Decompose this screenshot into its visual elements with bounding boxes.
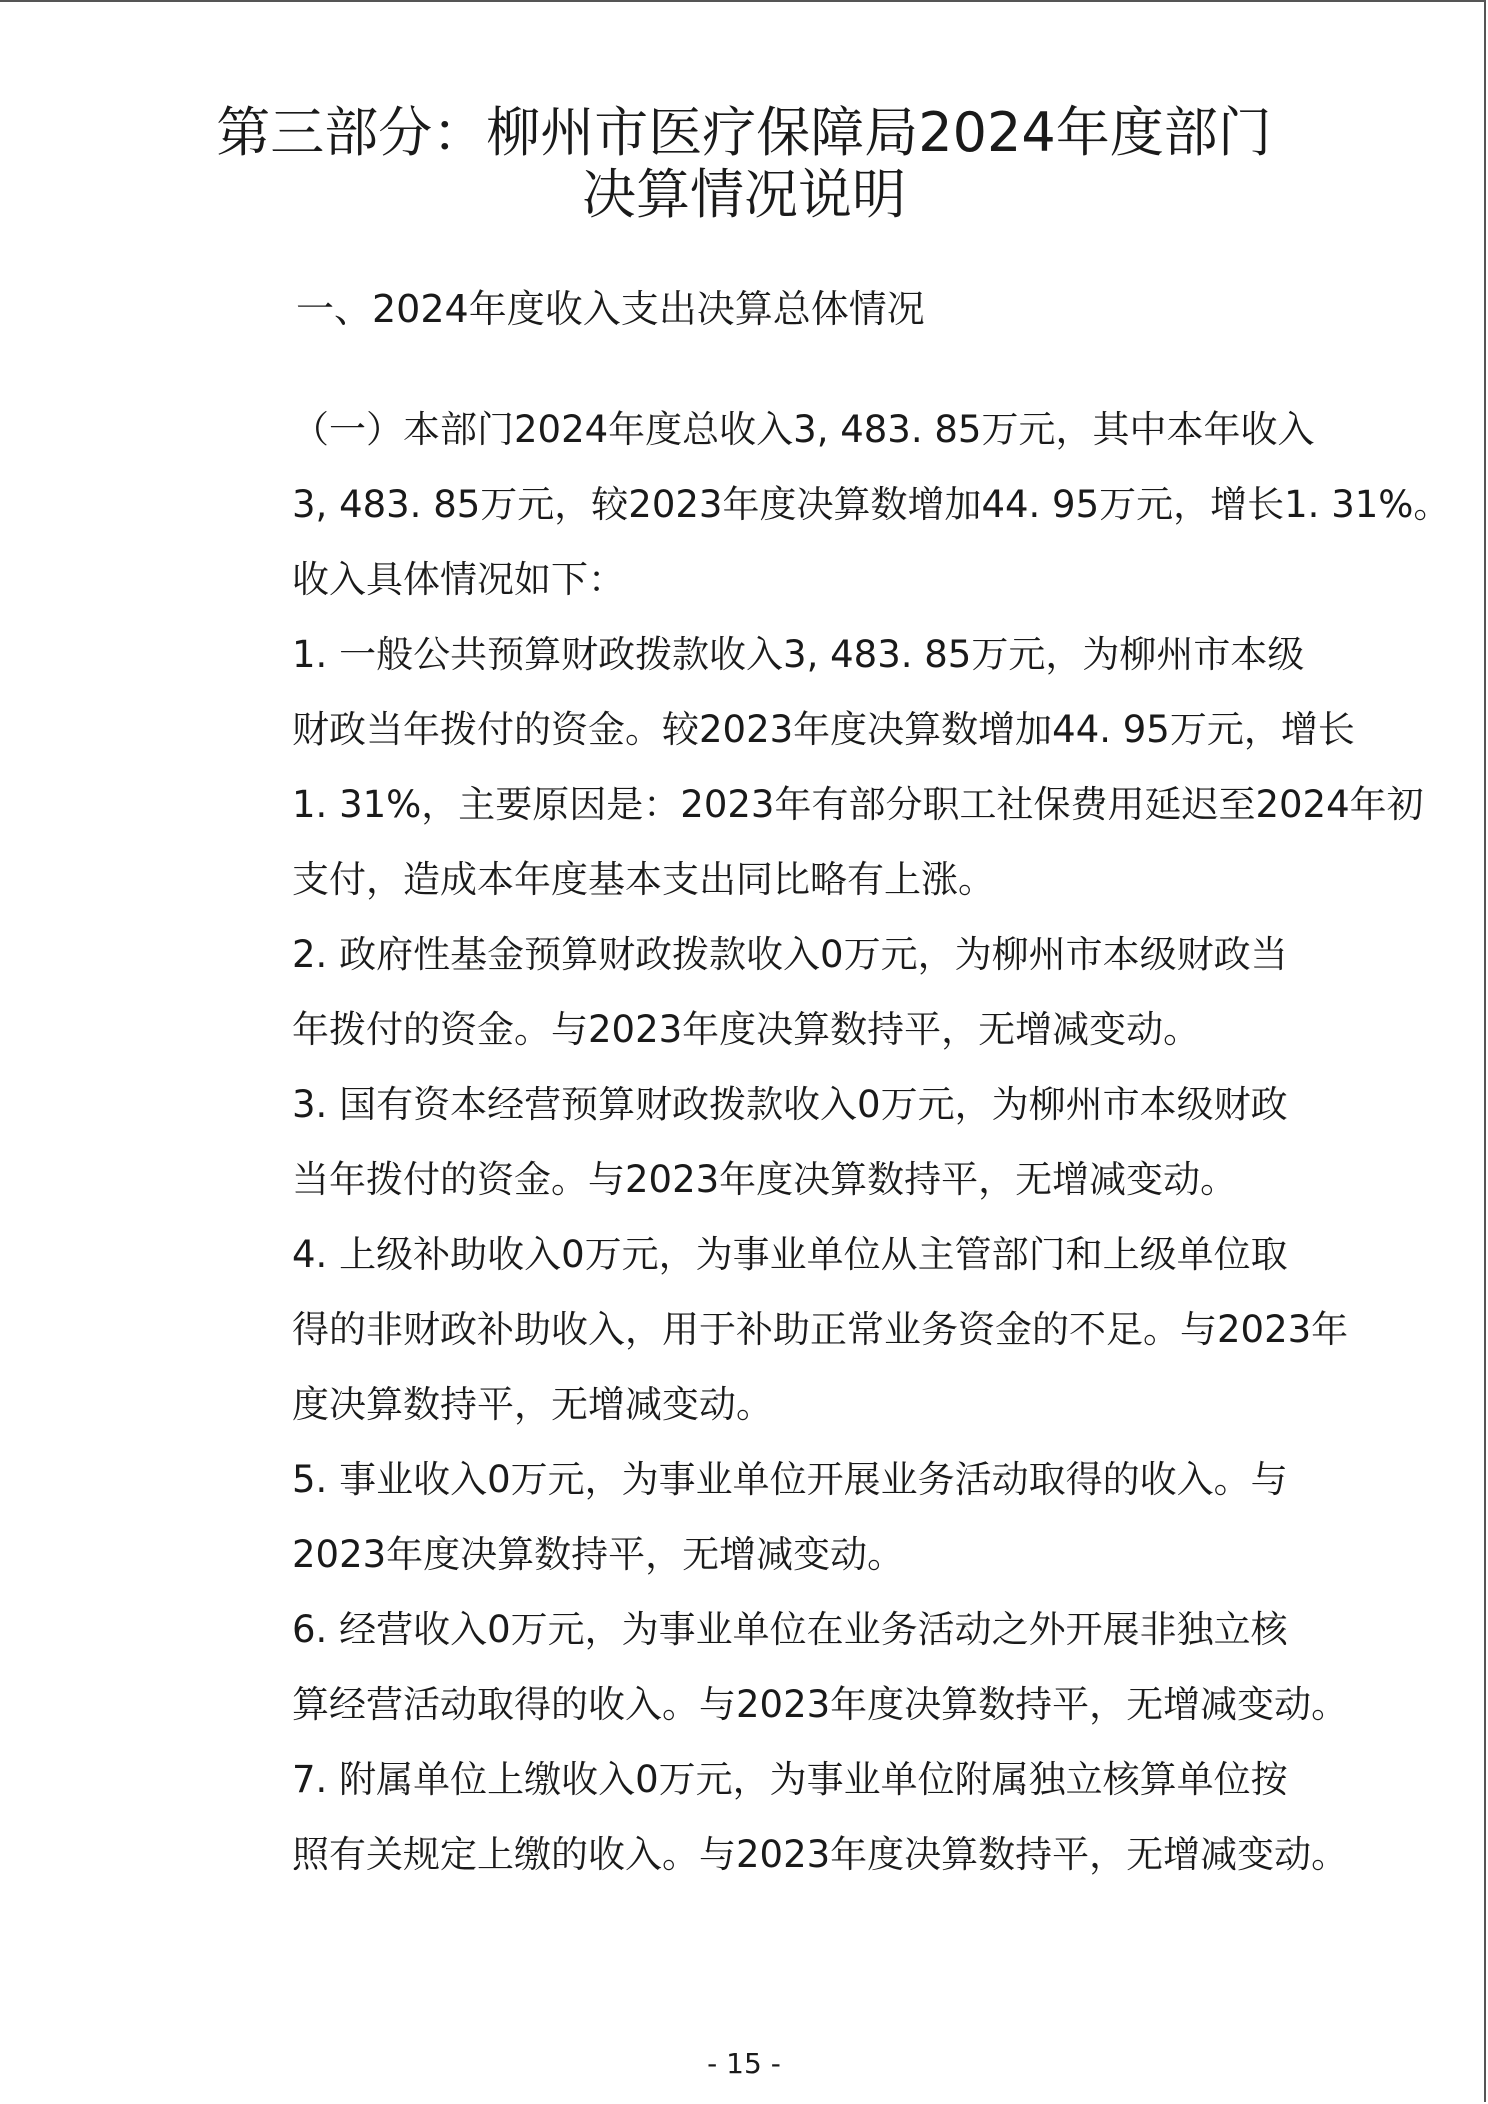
text-line: 支付，造成本年度基本支出同比略有上涨。 [292, 858, 995, 901]
page-title-line-2: 决算情况说明 [582, 163, 906, 226]
text-line: 2. 政府性基金预算财政拨款收入0万元，为柳州市本级财政当 [292, 933, 1288, 976]
text-line: 4. 上级补助收入0万元，为事业单位从主管部门和上级单位取 [292, 1233, 1288, 1276]
text-line: 收入具体情况如下： [292, 558, 625, 601]
text-line: 6. 经营收入0万元，为事业单位在业务活动之外开展非独立核 [292, 1608, 1288, 1651]
text-line: 7. 附属单位上缴收入0万元，为事业单位附属独立核算单位按 [292, 1758, 1288, 1801]
text-line: 1. 31%，主要原因是：2023年有部分职工社保费用延迟至2024年初 [292, 783, 1424, 826]
paragraph-item-1 [218, 617, 1424, 917]
page-title-line-1: 第三部分：柳州市医疗保障局2024年度部门 [216, 101, 1272, 164]
paragraph-item-4 [218, 1217, 1349, 1442]
body-text [218, 392, 1451, 1892]
section-heading: 一、2024年度收入支出决算总体情况 [296, 287, 925, 331]
text-line: 3, 483. 85万元，较2023年度决算数增加44. 95万元，增长1. 31%。 [292, 483, 1451, 526]
text-line: 2023年度决算数持平，无增减变动。 [292, 1533, 905, 1576]
paragraph-total-income [218, 392, 1451, 617]
paragraph-item-6 [218, 1592, 1349, 1742]
text-line: 1. 一般公共预算财政拨款收入3, 483. 85万元，为柳州市本级 [292, 633, 1305, 676]
text-line: 得的非财政补助收入，用于补助正常业务资金的不足。与2023年 [292, 1308, 1349, 1351]
text-line: 3. 国有资本经营预算财政拨款收入0万元，为柳州市本级财政 [292, 1083, 1288, 1126]
paragraph-item-7 [218, 1742, 1349, 1892]
text-line: 度决算数持平，无增减变动。 [292, 1383, 773, 1426]
paragraph-item-3 [218, 1067, 1288, 1217]
text-line: 财政当年拨付的资金。较2023年度决算数增加44. 95万元，增长 [292, 708, 1355, 751]
page-number: - 15 - [707, 2047, 781, 2080]
paragraph-item-2 [218, 917, 1288, 1067]
page-title [150, 102, 1338, 226]
text-line: 年拨付的资金。与2023年度决算数持平，无增减变动。 [292, 1008, 1201, 1051]
text-line: （一）本部门2024年度总收入3, 483. 85万元，其中本年收入 [292, 408, 1315, 451]
text-line: 照有关规定上缴的收入。与2023年度决算数持平，无增减变动。 [292, 1833, 1349, 1876]
paragraph-item-5 [218, 1442, 1288, 1592]
text-line: 5. 事业收入0万元，为事业单位开展业务活动取得的收入。与 [292, 1458, 1288, 1501]
text-line: 当年拨付的资金。与2023年度决算数持平，无增减变动。 [292, 1158, 1238, 1201]
text-line: 算经营活动取得的收入。与2023年度决算数持平，无增减变动。 [292, 1683, 1349, 1726]
